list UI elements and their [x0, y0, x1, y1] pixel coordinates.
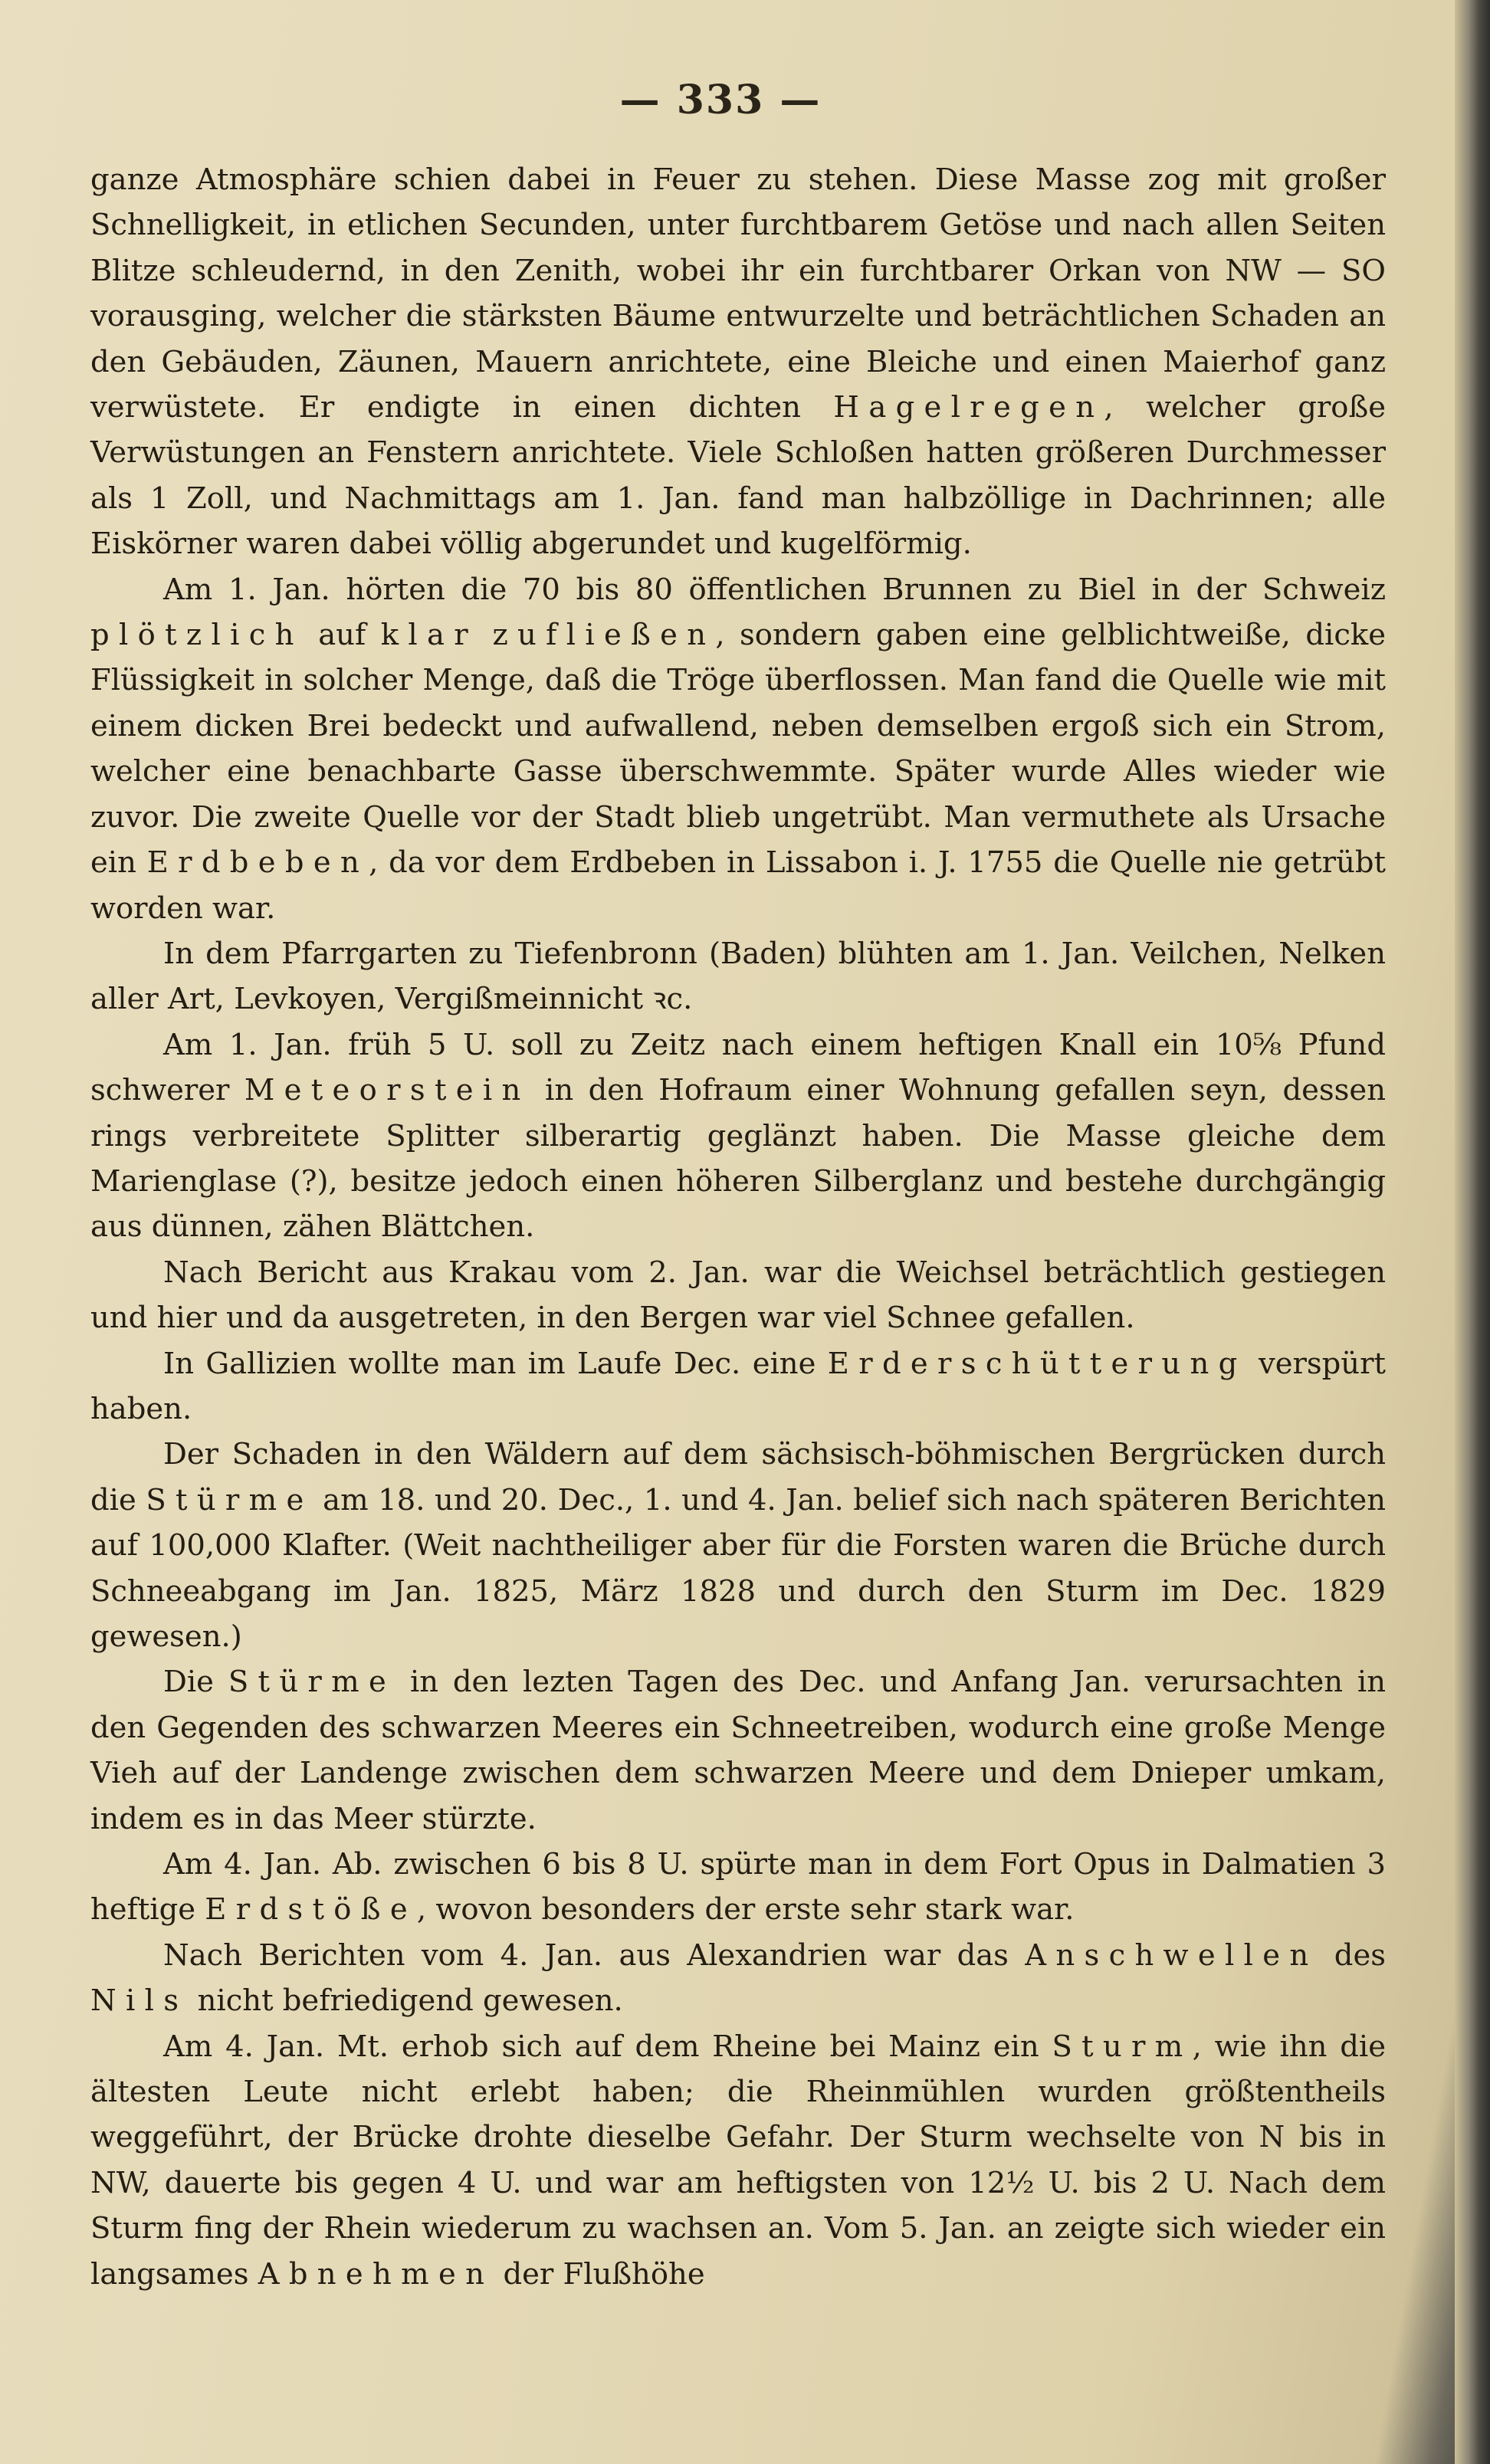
spaced-emphasis-text: Nils: [90, 1983, 189, 2019]
body-text: [90, 157, 1386, 2297]
spaced-emphasis-text: klar: [380, 618, 478, 653]
paragraph: [90, 1250, 1386, 1341]
paragraph-text: , sondern gaben eine gelblichtweiße, dicke Flüssigkeit in solcher Menge, daß die Tröge überflossen. Man fand die Quelle wie mit einem dicken Brei bedeckt und aufwallend, neben demselben ergoß sich ein Strom, welcher eine benachbarte Gasse überschwemmte. Später wurde Alles wieder wie zuvor. Die zweite Quelle vor der Stadt blieb ungetrübt. Man vermuthete als Ursache ein: [90, 618, 1387, 881]
paragraph-text: In Gallizien wollte man im Laufe Dec. eine: [163, 1346, 828, 1381]
paragraph: [90, 1659, 1386, 1842]
paragraph: [90, 157, 1386, 567]
paragraph-text: der Flußhöhe: [494, 2256, 705, 2292]
paragraph-text: Am 4. Jan. Ab. zwischen 6 bis 8 U. spürte man in dem Fort Opus in Dalmatien 3 heftige: [90, 1847, 1386, 1928]
paragraph-text: auf: [303, 618, 381, 653]
paragraph: [90, 1432, 1386, 1659]
paragraph-text: nicht befriedigend gewesen.: [188, 1983, 623, 2019]
paragraph: [90, 1022, 1386, 1250]
page-number: — 333 —: [619, 77, 822, 123]
spaced-emphasis-text: Anschwellen: [1025, 1937, 1318, 1973]
paragraph-text: Am 4. Jan. Mt. erhob sich auf dem Rheine bei Mainz ein: [163, 2029, 1052, 2064]
paragraph: [90, 567, 1386, 931]
spaced-emphasis-text: Abnehmen: [258, 2256, 494, 2292]
spaced-emphasis-text: Hagelregen: [833, 390, 1104, 425]
paragraph-text: Die: [163, 1665, 228, 1700]
spaced-emphasis-text: Erderschütterung: [827, 1346, 1247, 1381]
spaced-emphasis-text: Sturm: [1052, 2029, 1193, 2064]
paragraph-text: ganze Atmosphäre schien dabei in Feuer zu stehen. Diese Masse zog mit großer Schnelligkeit, in etlichen Secunden, unter furchtbarem Getöse und nach allen Seiten Blitze schleudernd, in den Zenith, wobei ihr ein furchtbarer Orkan von NW — SO vorausging, welcher die stärksten Bäume entwurzelte und beträchtlichen Schaden an den Gebäuden, Zäunen, Mauern anrichtete, eine Bleiche und einen Maierhof ganz verwüstete. Er endigte in einen dichten: [90, 162, 1386, 425]
paragraph-text: Nach Bericht aus Krakau vom 2. Jan. war die Weichsel beträchtlich gestiegen und hier und da ausgetreten, in den Bergen war viel Schnee gefallen.: [90, 1255, 1386, 1336]
paragraph-text: Am 1. Jan. hörten die 70 bis 80 öffentlichen Brunnen zu Biel in der Schweiz: [163, 572, 1386, 607]
paragraph-text: Der Schaden in den Wäldern auf dem sächsisch-böhmischen Bergrücken durch die: [90, 1437, 1386, 1517]
paragraph: [90, 931, 1386, 1022]
paragraph: [90, 1341, 1386, 1432]
paragraph-text: in den lezten Tagen des Dec. und Anfang Jan. verursachten in den Gegenden des schwarzen Meeres ein Schneetreiben, wodurch eine große Menge Vieh auf der Landenge zwischen dem schwarzen Meere und dem Dnieper umkam, indem es in das Meer stürzte.: [90, 1665, 1387, 1836]
spaced-emphasis-text: zufließen: [492, 618, 716, 653]
spaced-emphasis-text: Meteorstein: [244, 1073, 530, 1108]
paragraph-text: verspürt haben.: [90, 1346, 1386, 1426]
paragraph-text: , wie ihn die ältesten Leute nicht erlebt haben; die Rheinmühlen wurden größtentheils weggeführt, der Brücke drohte dieselbe Gefahr. Der Sturm wechselte von N bis in NW, dauerte bis gegen 4 U. und war am heftigsten von 12½ U. bis 2 U. Nach dem Sturm fing der Rhein wiederum zu wachsen an. Vom 5. Jan. an zeigte sich wieder ein langsames: [90, 2029, 1386, 2292]
paragraph-text: Am 1. Jan. früh 5 U. soll zu Zeitz nach einem heftigen Knall ein 10⅝ Pfund schwerer: [90, 1027, 1386, 1108]
page-binding-shadow: [1455, 0, 1490, 2464]
paragraph-text: des: [1318, 1937, 1386, 1973]
spaced-emphasis-text: Stürme: [146, 1482, 313, 1517]
paragraph-text: am 18. und 20. Dec., 1. und 4. Jan. belief sich nach späteren Berichten auf 100,000 Klafter. (Weit nachtheiliger aber für die Forsten waren die Brüche durch Schneeabgang im Jan. 1825, März 1828 und durch den Sturm im Dec. 1829 gewesen.): [90, 1482, 1386, 1654]
paragraph-text: , welcher große Verwüstungen an Fenstern anrichtete. Viele Schloßen hatten größeren Durchmesser als 1 Zoll, und Nachmittags am 1. Jan. fand man halbzöllige in Dachrinnen; alle Eiskörner waren dabei völlig abgerundet und kugelförmig.: [90, 390, 1386, 562]
spaced-emphasis-text: Erdstöße: [205, 1892, 417, 1928]
paragraph: [90, 1933, 1386, 2024]
paragraph-text: Nach Berichten vom 4. Jan. aus Alexandrien war das: [163, 1937, 1026, 1973]
paragraph-text: , da vor dem Erdbeben in Lissabon i. J. 1755 die Quelle nie getrübt worden war.: [90, 845, 1386, 926]
spaced-emphasis-text: Erdbeben: [146, 845, 369, 881]
paragraph-text: in den Hofraum einer Wohnung gefallen seyn, dessen rings verbreitete Splitter silberartig geglänzt haben. Die Masse gleiche dem Marienglase (?), besitze jedoch einen höheren Silberglanz und bestehe durchgängig aus dünnen, zähen Blättchen.: [90, 1073, 1386, 1245]
paragraph-text: [478, 618, 492, 652]
paragraph-text: , wovon besonders der erste sehr stark war.: [416, 1892, 1075, 1928]
paragraph-text: In dem Pfarrgarten zu Tiefenbronn (Baden) blühten am 1. Jan. Veilchen, Nelken aller Art, Levkoyen, Vergißmeinnicht ꝛc.: [90, 936, 1386, 1017]
paragraph: [90, 1842, 1386, 1933]
spaced-emphasis-text: Stürme: [228, 1665, 396, 1700]
spaced-emphasis-text: plötzlich: [90, 618, 304, 653]
paragraph: [90, 2024, 1386, 2297]
